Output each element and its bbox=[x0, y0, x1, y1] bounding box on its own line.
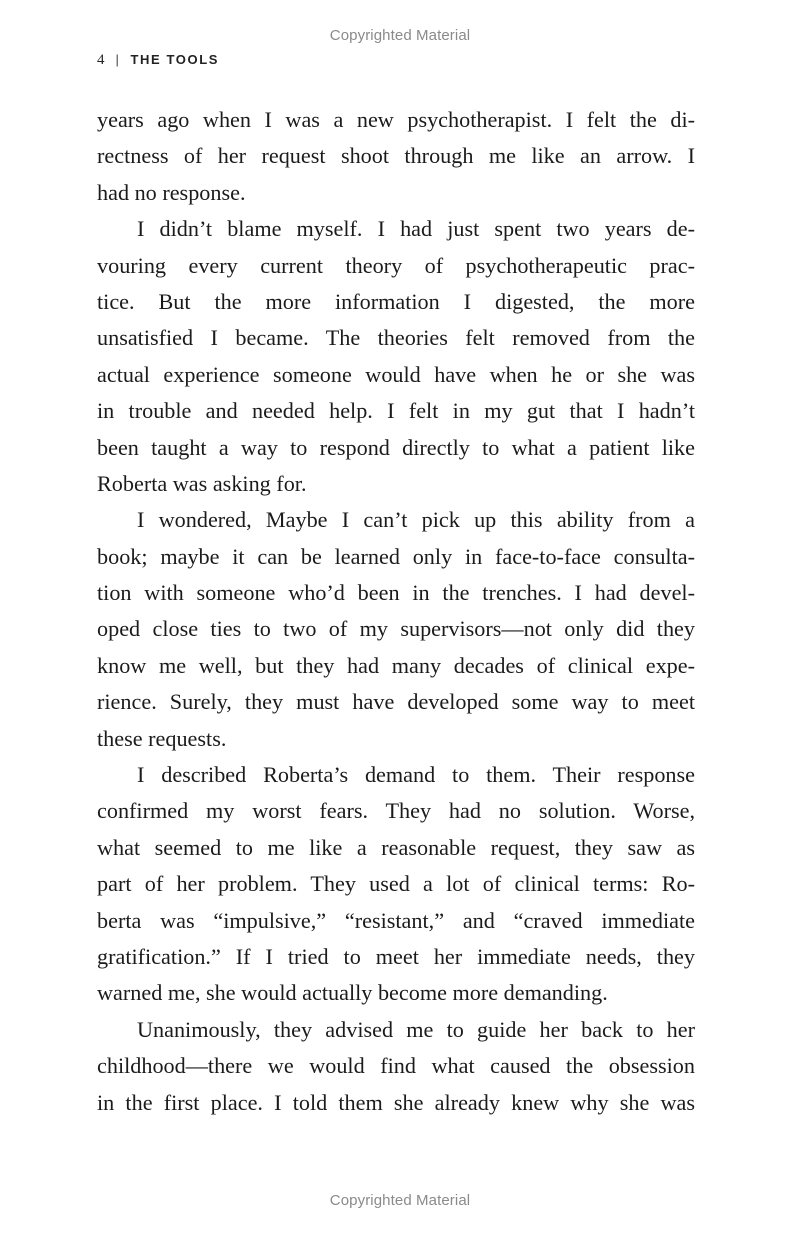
text-line: oped close ties to two of my supervisors—not only did they bbox=[97, 616, 695, 642]
text-line: Roberta was asking for. bbox=[97, 470, 307, 496]
text-line: actual experience someone would have when he or she was bbox=[97, 361, 695, 387]
text-line: I wondered, Maybe I can’t pick up this ability from a bbox=[137, 507, 695, 533]
text-line: years ago when I was a new psychotherapist. I felt the di- bbox=[97, 107, 695, 132]
text-line: warned me, she would actually become more demanding. bbox=[97, 980, 608, 1006]
text-line: part of her problem. They used a lot of clinical terms: Ro- bbox=[97, 871, 695, 897]
text-line: in trouble and needed help. I felt in my gut that I hadn’t bbox=[97, 398, 695, 424]
text-line: been taught a way to respond directly to what a patient like bbox=[97, 434, 695, 460]
text-line: tion with someone who’d been in the trenches. I had devel- bbox=[97, 580, 695, 606]
text-line: gratification.” If I tried to meet her immediate needs, they bbox=[97, 943, 695, 969]
text-line: berta was “impulsive,” “resistant,” and “craved immediate bbox=[97, 907, 695, 933]
body-text bbox=[97, 102, 695, 1121]
text-line: childhood—there we would find what caused the obsession bbox=[97, 1053, 695, 1079]
text-line: vouring every current theory of psychotherapeutic prac- bbox=[97, 252, 695, 278]
text-line: Unanimously, they advised me to guide her back to her bbox=[137, 1016, 695, 1042]
text-line: rience. Surely, they must have developed some way to meet bbox=[97, 689, 695, 715]
running-head bbox=[97, 52, 219, 69]
text-line: tice. But the more information I digested, the more bbox=[97, 288, 695, 314]
text-line: what seemed to me like a reasonable request, they saw as bbox=[97, 834, 695, 860]
text-line: had no response. bbox=[97, 179, 246, 205]
section-title: THE TOOLS bbox=[130, 52, 220, 67]
page-number: 4 bbox=[97, 52, 105, 68]
copyright-watermark-top: Copyrighted Material bbox=[329, 27, 471, 44]
text-line: book; maybe it can be learned only in face-to-face consulta- bbox=[97, 543, 695, 569]
text-line: these requests. bbox=[97, 725, 227, 751]
text-line: unsatisfied I became. The theories felt removed from the bbox=[97, 325, 695, 351]
text-line: rectness of her request shoot through me like an arrow. I bbox=[97, 143, 695, 169]
copyright-watermark-bottom: Copyrighted Material bbox=[329, 1192, 471, 1209]
text-line: confirmed my worst fears. They had no solution. Worse, bbox=[97, 798, 695, 824]
text-line: know me well, but they had many decades of clinical expe- bbox=[97, 652, 695, 678]
text-line: I didn’t blame myself. I had just spent two years de- bbox=[137, 216, 695, 242]
header-separator: | bbox=[115, 52, 121, 67]
text-line: I described Roberta’s demand to them. Their response bbox=[137, 762, 695, 788]
text-line: in the first place. I told them she already knew why she was bbox=[97, 1089, 695, 1115]
